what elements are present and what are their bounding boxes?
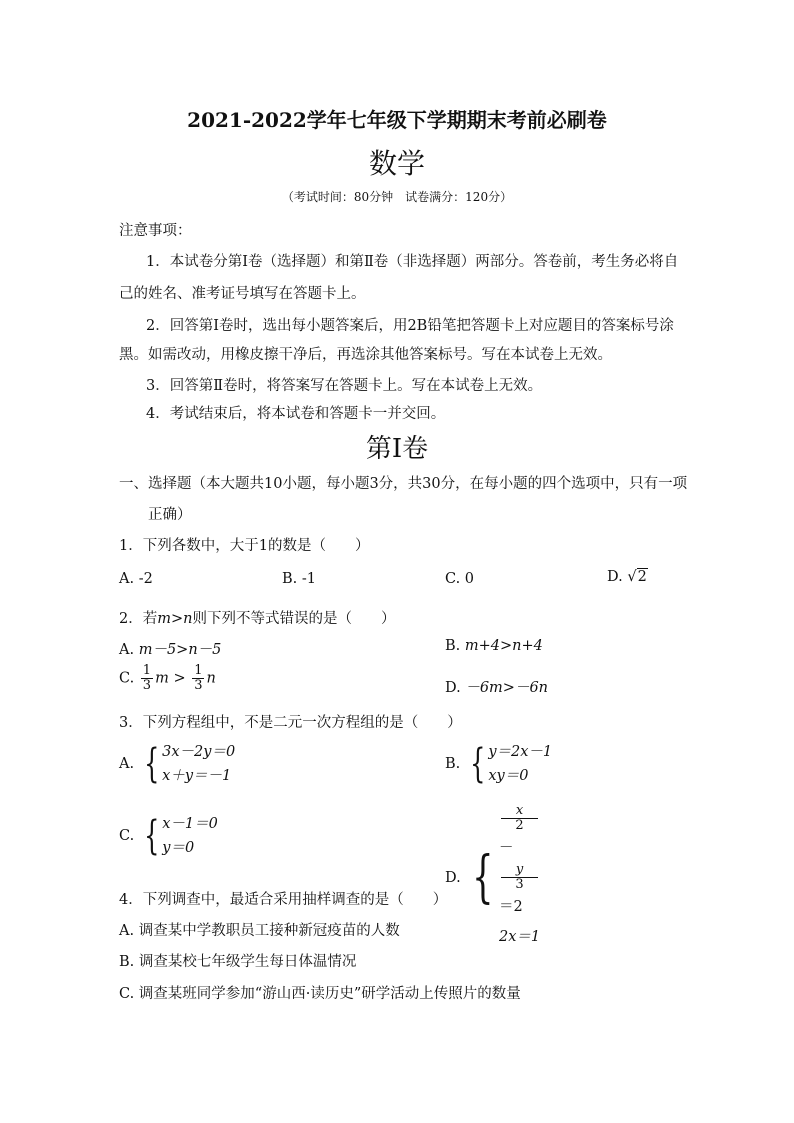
question-4-stem: 4．下列调查中，最适合采用抽样调查的是（ ） xyxy=(119,892,448,908)
option-expression: －6m>－6n xyxy=(465,680,549,696)
operator: － xyxy=(498,840,514,856)
fraction xyxy=(141,664,153,693)
option-label: D. xyxy=(445,870,461,886)
variable: m xyxy=(155,670,169,687)
exam-info: （考试时间：80分钟 试卷满分：120分） xyxy=(281,190,513,204)
option-label: D. xyxy=(445,680,461,696)
option-expression: m－5>n－5 xyxy=(138,642,222,658)
equation: y＝0 xyxy=(162,840,195,856)
equation-system xyxy=(139,740,236,788)
left-brace: { xyxy=(143,813,160,859)
question-1-option-c: C. 0 xyxy=(445,571,475,587)
note-line-1: 1．本试卷分第Ⅰ卷（选择题）和第Ⅱ卷（非选择题）两部分。答卷前，考生务必将自 xyxy=(146,254,679,270)
question-1-option-a: A. -2 xyxy=(119,571,153,587)
stem-condition: m>n xyxy=(157,611,193,627)
variable: n xyxy=(206,670,216,687)
equation-system xyxy=(465,740,552,788)
left-brace: { xyxy=(143,741,160,787)
fraction-denominator: 2 xyxy=(515,818,524,833)
question-4-option-b: B. 调查某校七年级学生每日体温情况 xyxy=(119,954,357,970)
equation: 2x＝1 xyxy=(498,929,541,945)
fraction-numerator: 1 xyxy=(142,663,152,678)
question-3-stem: 3．下列方程组中，不是二元一次方程组的是（ ） xyxy=(119,715,462,731)
equation-system xyxy=(139,812,218,860)
fraction xyxy=(501,804,538,833)
question-2-stem xyxy=(119,607,395,628)
fraction-denominator: 3 xyxy=(515,877,524,892)
stem-prefix: 2．若 xyxy=(119,611,158,627)
equation: y＝2x－1 xyxy=(488,744,553,760)
option-label: A. xyxy=(119,756,135,772)
option-label: D. xyxy=(607,569,623,585)
question-3-option-a xyxy=(119,740,235,788)
left-brace: { xyxy=(469,741,486,787)
note-line-6: 4．考试结束后，将本试卷和答题卡一并交回。 xyxy=(146,406,446,422)
fraction-numerator: 1 xyxy=(194,663,203,678)
question-3-option-c xyxy=(119,812,218,860)
question-3-option-b xyxy=(445,740,552,788)
question-2-option-a xyxy=(119,638,221,659)
question-4-option-c: C. 调查某班同学参加“游山西·读历史”研学活动上传照片的数量 xyxy=(119,986,521,1002)
note-line-3: 2．回答第Ⅰ卷时，选出每小题答案后，用2B铅笔把答题卡上对应题目的答案标号涂 xyxy=(146,318,674,334)
part-instructions-line-2: 正确） xyxy=(148,507,192,523)
sqrt-expression: √2 xyxy=(627,569,647,585)
fraction-denominator: 3 xyxy=(142,678,152,693)
option-label: B. xyxy=(445,638,461,654)
part-instructions-line-1: 一、选择题（本大题共10小题，每小题3分，共30分，在每小题的四个选项中，只有一项 xyxy=(119,476,688,492)
equation: xy＝0 xyxy=(488,768,529,784)
option-label: A. xyxy=(119,642,135,658)
sqrt-radicand: 2 xyxy=(637,569,647,585)
equation: x－1＝0 xyxy=(162,816,218,832)
option-expression: m+4>n+4 xyxy=(464,638,543,654)
equation xyxy=(499,804,540,922)
question-1-stem: 1．下列各数中，大于1的数是（ ） xyxy=(119,538,370,554)
question-4-option-a: A. 调查某中学教职员工接种新冠疫苗的人数 xyxy=(119,923,400,939)
equation: x＋y＝－1 xyxy=(162,768,232,784)
left-brace: { xyxy=(472,845,494,910)
option-label: C. xyxy=(119,670,135,687)
question-2-option-b xyxy=(445,638,543,654)
question-2-option-d xyxy=(445,676,548,697)
equation-system xyxy=(465,804,540,952)
option-label: C. xyxy=(119,828,135,844)
note-line-2: 己的姓名、准考证号填写在答题卡上。 xyxy=(119,286,366,302)
operator: > xyxy=(173,670,186,687)
fraction-numerator: y xyxy=(501,863,538,878)
exam-title: 2021-2022学年七年级下学期期末考前必刷卷 xyxy=(187,108,607,132)
subject-heading: 数学 xyxy=(368,147,425,180)
note-line-5: 3．回答第Ⅱ卷时，将答案写在答题卡上。写在本试卷上无效。 xyxy=(146,378,543,394)
question-3-option-d xyxy=(445,804,540,952)
equation-rhs: ＝2 xyxy=(498,899,523,915)
fraction-numerator: x xyxy=(501,804,538,819)
section-title: 第Ⅰ卷 xyxy=(365,434,429,464)
notes-heading: 注意事项： xyxy=(119,223,192,239)
stem-suffix: 则下列不等式错误的是（ ） xyxy=(192,611,396,627)
question-2-option-c xyxy=(119,664,216,693)
fraction-denominator: 3 xyxy=(194,678,203,693)
option-label: B. xyxy=(445,756,461,772)
question-1-option-b: B. -1 xyxy=(282,571,316,587)
fraction xyxy=(501,863,538,892)
fraction xyxy=(192,664,204,693)
equation: 3x－2y＝0 xyxy=(162,744,236,760)
note-line-4: 黑。如需改动，用橡皮擦干净后，再选涂其他答案标号。写在本试卷上无效。 xyxy=(119,347,612,363)
question-1-option-d xyxy=(607,569,648,585)
